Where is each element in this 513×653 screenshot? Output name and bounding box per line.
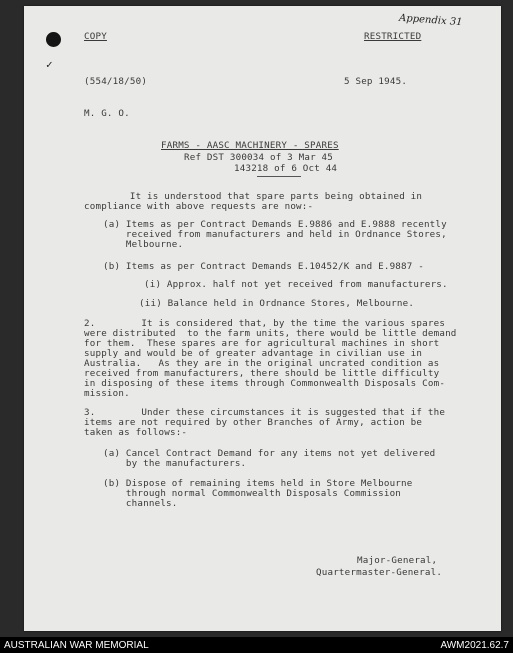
heading-rule	[257, 176, 301, 177]
signature-rank: Major-General,	[357, 555, 438, 566]
punch-hole	[46, 32, 61, 47]
body-line: through normal Commonwealth Disposals Commission	[103, 488, 402, 499]
body-line: in disposing of these items through Commonwealth Disposals Com-	[84, 378, 446, 389]
body-line: (ii) Balance held in Ordnance Stores, Melbourne.	[139, 298, 415, 309]
handwritten-annotation: Appendix 31	[398, 12, 463, 29]
footer-accession-number: AWM2021.62.7	[440, 640, 509, 651]
document-page	[24, 6, 501, 631]
body-line: (a) Items as per Contract Demands E.9886 and E.9888 recently	[103, 219, 447, 230]
footer-source: AUSTRALIAN WAR MEMORIAL	[4, 640, 149, 651]
body-line: for them. These spares are for agricultural machines in short	[84, 338, 440, 349]
body-line: received from manufacturers and held in Ordnance Stores,	[103, 229, 447, 240]
body-line: Melbourne.	[103, 239, 184, 250]
body-line: by the manufacturers.	[103, 458, 247, 469]
body-line: channels.	[103, 498, 178, 509]
body-line: were distributed to the farm units, there would be little demand	[84, 328, 457, 339]
reference-line-1: Ref DST 300034 of 3 Mar 45	[184, 152, 334, 163]
copy-label: COPY	[84, 31, 107, 42]
body-line: Australia. As they are in the original uncrated condition as	[84, 358, 440, 369]
document-date: 5 Sep 1945.	[344, 76, 408, 87]
body-line: It is understood that spare parts being obtained in	[84, 191, 423, 202]
body-line: (b) Items as per Contract Demands E.10452/K and E.9887 -	[103, 261, 424, 272]
body-line: compliance with above requests are now:-	[84, 201, 314, 212]
reference-line-2: 143218 of 6 Oct 44	[234, 163, 338, 174]
body-line: (i) Approx. half not yet received from manufacturers.	[144, 279, 448, 290]
addressee: M. G. O.	[84, 108, 130, 119]
body-line: (b) Dispose of remaining items held in Store Melbourne	[103, 478, 413, 489]
body-line: items are not required by other Branches of Army, action be	[84, 417, 423, 428]
restricted-label: RESTRICTED	[364, 31, 422, 42]
signature-title: Quartermaster-General.	[316, 567, 443, 578]
body-line: 2. It is considered that, by the time the various spares	[84, 318, 446, 329]
body-line: taken as follows:-	[84, 427, 188, 438]
footer-bar	[0, 637, 513, 653]
heading: FARMS - AASC MACHINERY - SPARES	[161, 140, 339, 151]
body-line: supply and would be of greater advantage in civilian use in	[84, 348, 423, 359]
body-line: (a) Cancel Contract Demand for any items not yet delivered	[103, 448, 436, 459]
body-line: received from manufacturers, there should be little difficulty	[84, 368, 440, 379]
body-line: 3. Under these circumstances it is suggested that if the	[84, 407, 446, 418]
pen-mark-icon: ✓	[46, 58, 53, 71]
reference-number: (554/18/50)	[84, 76, 148, 87]
body-line: mission.	[84, 388, 130, 399]
